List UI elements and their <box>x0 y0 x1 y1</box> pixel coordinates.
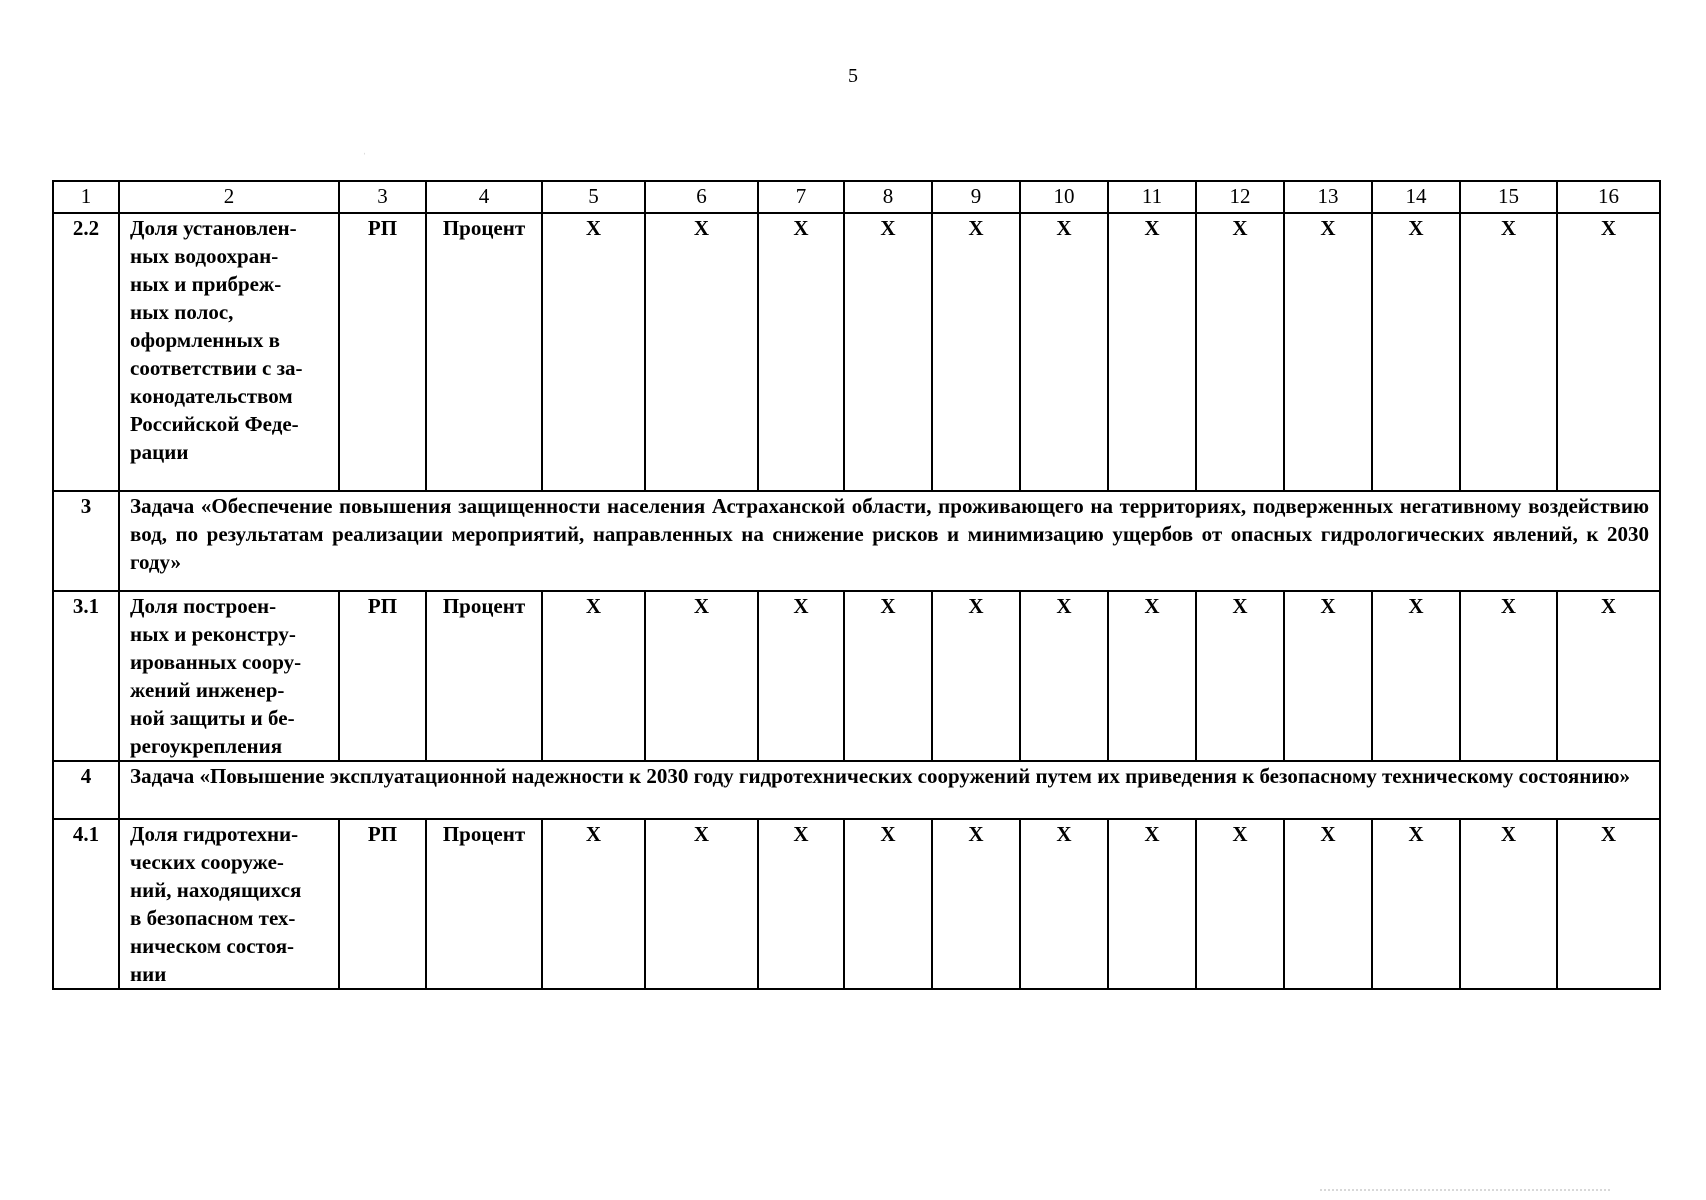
value-cell: Х <box>1284 819 1372 989</box>
value-cell: Х <box>1196 819 1284 989</box>
header-cell: 15 <box>1460 181 1557 213</box>
value-cell: Х <box>1372 591 1460 761</box>
indicator-unit: Процент <box>426 591 542 761</box>
indicator-table <box>52 180 1661 990</box>
header-cell: 3 <box>339 181 426 213</box>
header-cell: 8 <box>844 181 932 213</box>
task-description: Задача «Повышение эксплуатационной надежности к 2030 году гидротехнических сооружений путем их приведения к безопасному техническому состоянию» <box>119 761 1660 819</box>
header-cell: 4 <box>426 181 542 213</box>
value-cell: Х <box>1557 213 1660 491</box>
value-cell: Х <box>1372 819 1460 989</box>
task-number: 3 <box>53 491 119 591</box>
header-cell: 2 <box>119 181 339 213</box>
value-cell: Х <box>645 819 758 989</box>
indicator-unit: Процент <box>426 819 542 989</box>
header-cell: 9 <box>932 181 1020 213</box>
indicator-unit: Процент <box>426 213 542 491</box>
value-cell: Х <box>758 591 844 761</box>
value-cell: Х <box>1108 819 1196 989</box>
scan-artifact-bottom <box>1320 1189 1610 1193</box>
value-cell: Х <box>1557 591 1660 761</box>
indicator-source: РП <box>339 213 426 491</box>
value-cell: Х <box>1108 213 1196 491</box>
value-cell: Х <box>1557 819 1660 989</box>
task-number: 4 <box>53 761 119 819</box>
value-cell: Х <box>1460 591 1557 761</box>
value-cell: Х <box>758 213 844 491</box>
value-cell: Х <box>1020 819 1108 989</box>
task-row <box>53 761 1660 819</box>
header-cell: 16 <box>1557 181 1660 213</box>
indicator-row <box>53 591 1660 761</box>
indicator-name: Доля гидротехни- ческих сооруже- ний, находящихся в безопасном тех- ническом состоя- нии <box>119 819 339 989</box>
header-cell: 7 <box>758 181 844 213</box>
header-cell: 1 <box>53 181 119 213</box>
page-number: 5 <box>848 65 858 87</box>
task-description: Задача «Обеспечение повышения защищенности населения Астраханской области, проживающего на территориях, подверженных негативному воздействию вод, по результатам реализации мероприятий, направленных на снижение рисков и минимизацию ущербов от опасных гидрологических явлений, к 2030 году» <box>119 491 1660 591</box>
header-cell: 5 <box>542 181 645 213</box>
value-cell: Х <box>844 213 932 491</box>
indicator-source: РП <box>339 819 426 989</box>
value-cell: Х <box>844 819 932 989</box>
value-cell: Х <box>645 213 758 491</box>
scan-artifact: ˈ <box>363 152 367 163</box>
value-cell: Х <box>932 591 1020 761</box>
value-cell: Х <box>1108 591 1196 761</box>
indicator-row <box>53 213 1660 491</box>
task-row <box>53 491 1660 591</box>
value-cell: Х <box>932 819 1020 989</box>
header-cell: 11 <box>1108 181 1196 213</box>
value-cell: Х <box>758 819 844 989</box>
indicator-number: 4.1 <box>53 819 119 989</box>
value-cell: Х <box>1460 819 1557 989</box>
indicator-number: 2.2 <box>53 213 119 491</box>
indicator-number: 3.1 <box>53 591 119 761</box>
header-cell: 13 <box>1284 181 1372 213</box>
value-cell: Х <box>1372 213 1460 491</box>
value-cell: Х <box>542 819 645 989</box>
value-cell: Х <box>1284 591 1372 761</box>
value-cell: Х <box>1020 591 1108 761</box>
indicator-name: Доля построен- ных и реконстру- ированных соору- жений инженер- ной защиты и бе- регоукрепления <box>119 591 339 761</box>
value-cell: Х <box>1196 591 1284 761</box>
value-cell: Х <box>1284 213 1372 491</box>
value-cell: Х <box>932 213 1020 491</box>
indicator-name: Доля установлен- ных водоохран- ных и прибреж- ных полос, оформленных в соответствии с за- конодательством Российской Феде- рации <box>119 213 339 491</box>
value-cell: Х <box>645 591 758 761</box>
indicator-source: РП <box>339 591 426 761</box>
header-cell: 12 <box>1196 181 1284 213</box>
value-cell: Х <box>542 213 645 491</box>
value-cell: Х <box>542 591 645 761</box>
header-cell: 6 <box>645 181 758 213</box>
value-cell: Х <box>844 591 932 761</box>
table-body <box>53 181 1660 989</box>
header-row <box>53 181 1660 213</box>
value-cell: Х <box>1020 213 1108 491</box>
value-cell: Х <box>1196 213 1284 491</box>
value-cell: Х <box>1460 213 1557 491</box>
header-cell: 14 <box>1372 181 1460 213</box>
header-cell: 10 <box>1020 181 1108 213</box>
indicator-row <box>53 819 1660 989</box>
